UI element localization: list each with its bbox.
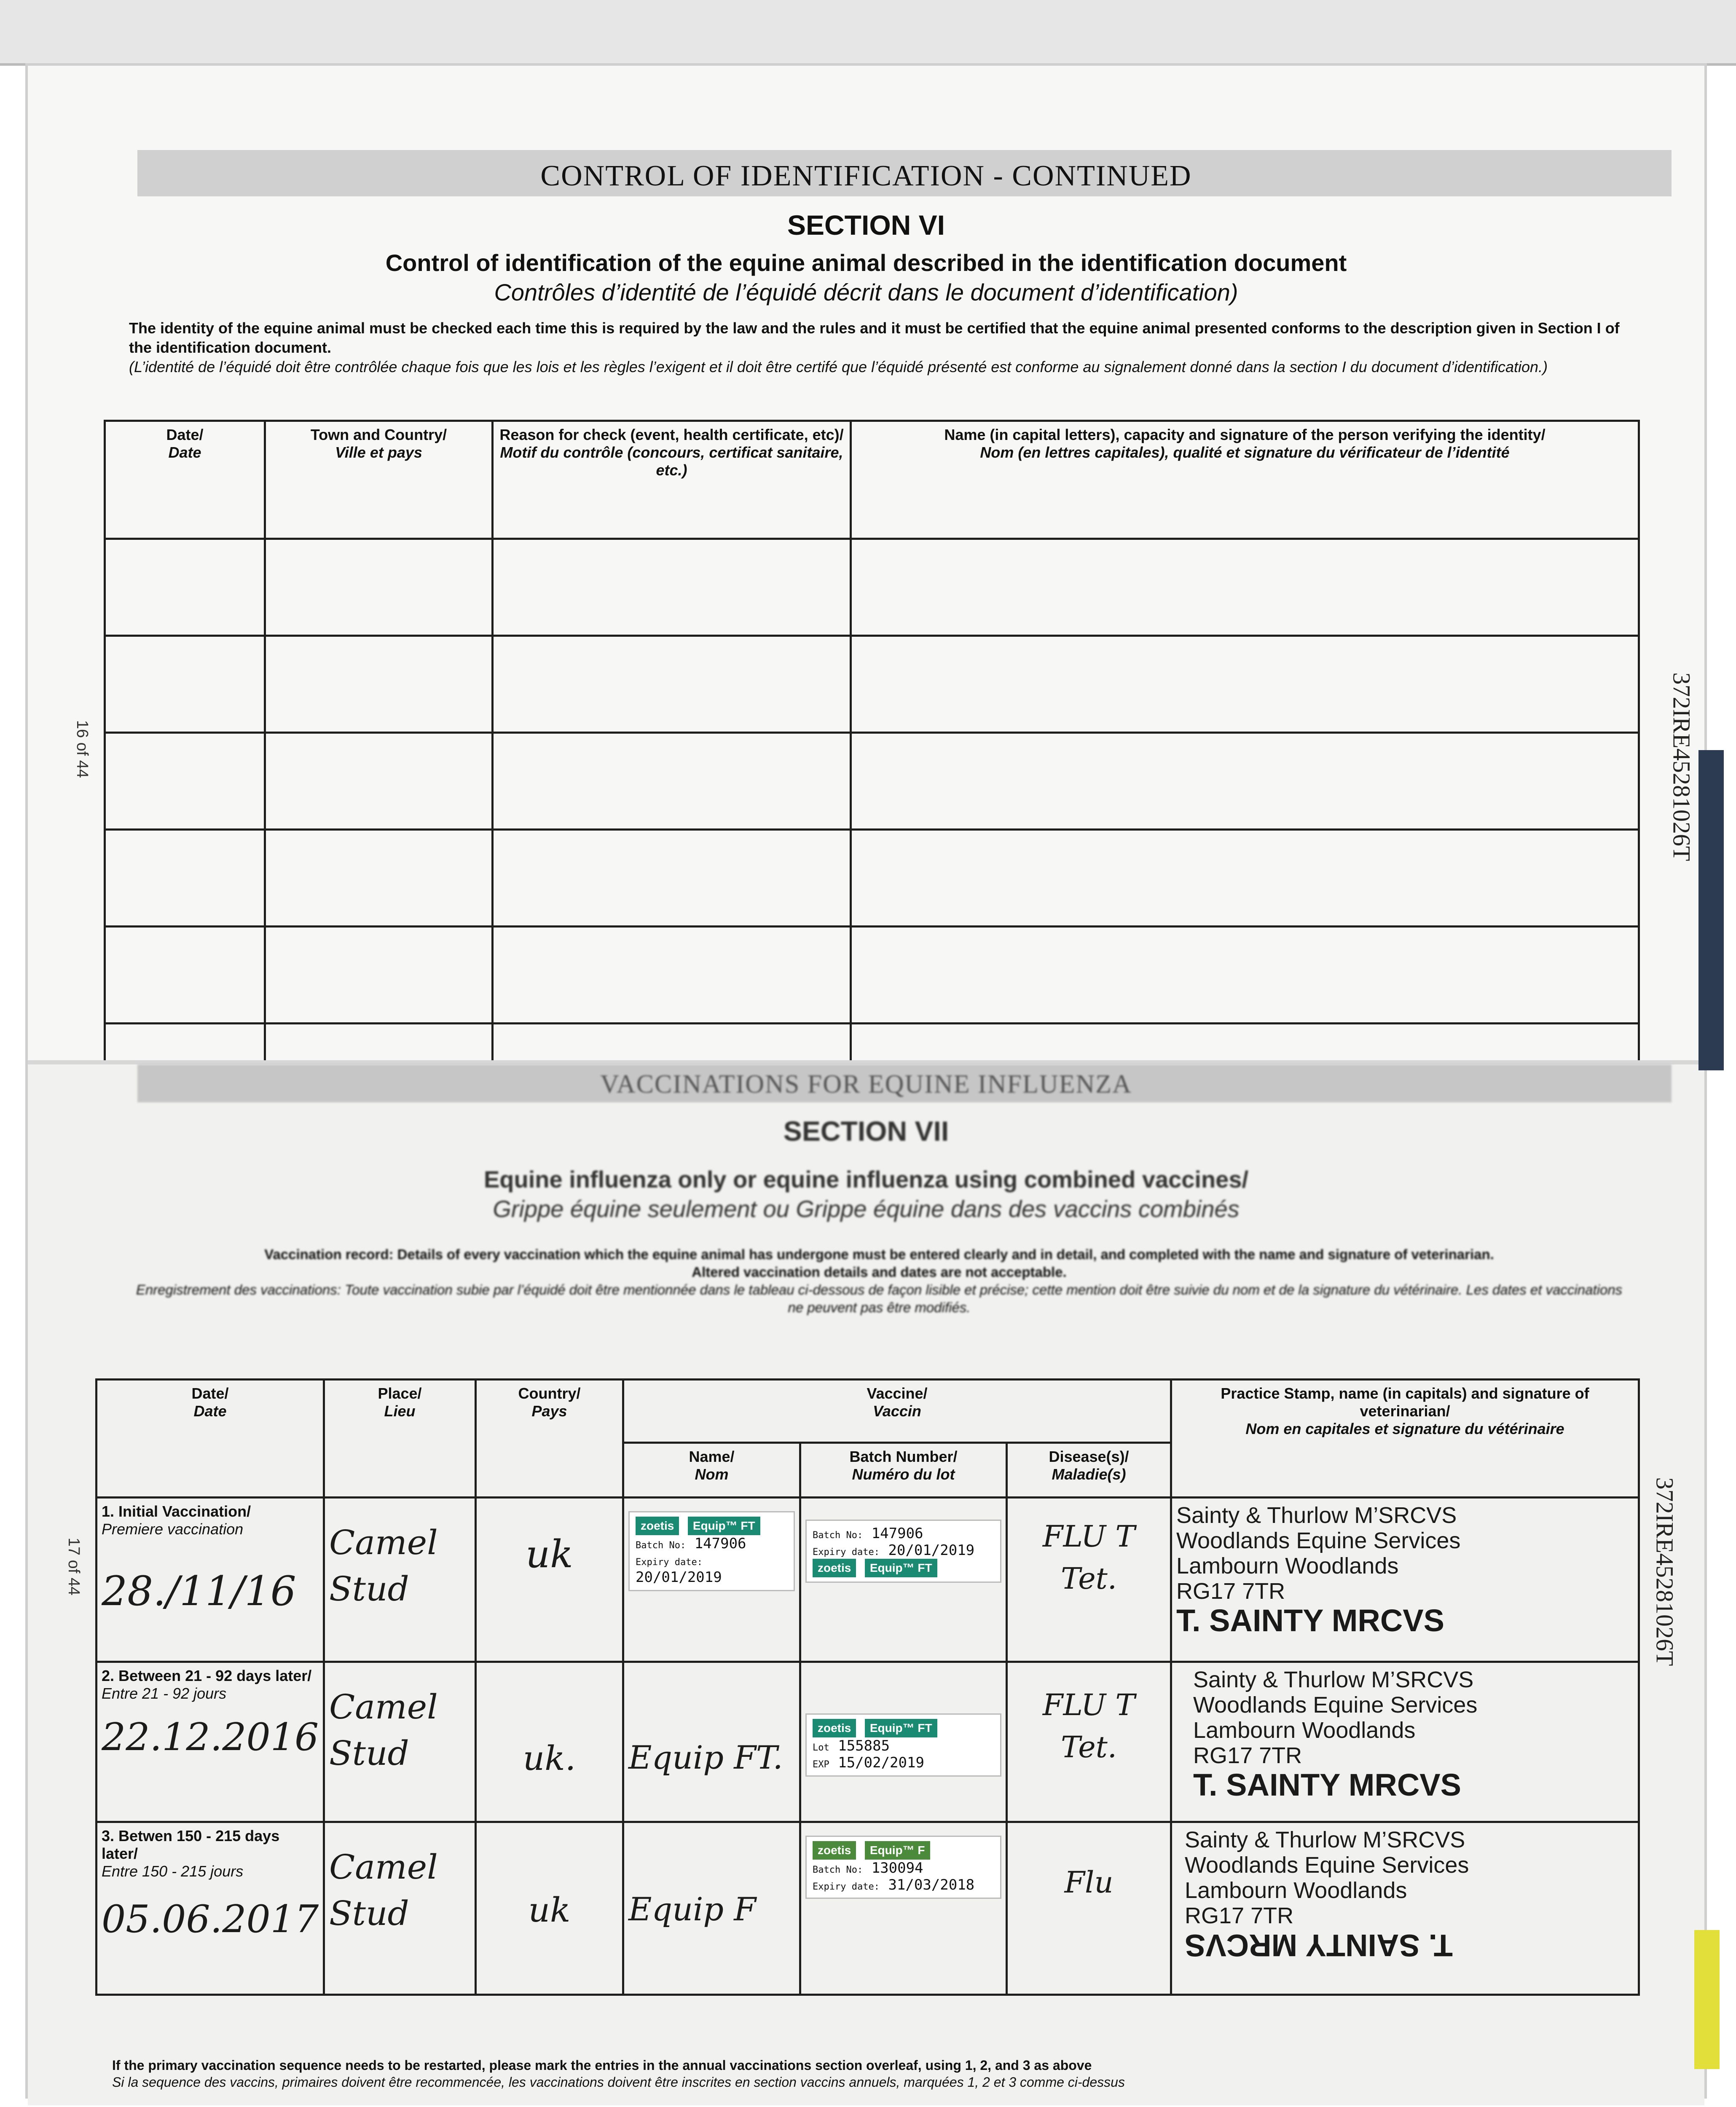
lower-page-number: 17 of 44 [65, 1537, 83, 1596]
vacc-stamp-cell [1171, 1662, 1639, 1822]
vacc-country-cell [476, 1822, 623, 1995]
vaccination-table [95, 1378, 1640, 1996]
identity-header-date: Date/ Date [105, 421, 265, 539]
identity-header-row [105, 421, 1639, 539]
vacc-header-stamp: Practice Stamp, name (in capitals) and signature of veterinarian/ Nom en capitales et signature du vétérinaire [1171, 1380, 1639, 1498]
vacc-disease: FLU T Tet. [1042, 1519, 1135, 1596]
lower-passport-id: 372IRE45281026T [1651, 1477, 1679, 1666]
vacc-place-cell [324, 1662, 476, 1822]
vacc-date-cell: 1. Initial Vaccination/ Premiere vaccination 28./11/16 [97, 1498, 324, 1662]
vaccination-record-note: Vaccination record: Details of every vaccination which the equine animal has undergone must be entered clearly and in detail, and completed with the name and signature of veterinarian. Altered vaccination details and dates are not acceptable. Enregistrement des vaccinations: Toute vaccination subie par l’équidé doit être mentionnée dans le tableau ci-dessous de façon lisible et précise; cette mention doit être suivie du nom et de la signature du vétérinaire. Les dates et vaccinations ne peuvent pas être modifiés. [136, 1247, 1623, 1315]
vacc-date-cell: 2. Between 21 - 92 days later/ Entre 21 - 92 jours 22.12.2016 [97, 1662, 324, 1822]
section-vi-subtitle-en: Control of identification of the equine animal described in the identification document [385, 249, 1347, 276]
batch-sticker: zoetis Equip™ FT Lot 155885 EXP 15/02/2019 [805, 1713, 1001, 1777]
cover-edge [1698, 750, 1724, 1070]
page-tab [1694, 1930, 1720, 2069]
vacc-disease: Flu [1064, 1865, 1114, 1900]
vacc-place: Camel Stud [329, 1847, 438, 1933]
vacc-name-cell [623, 1498, 800, 1662]
vaccination-header-row [97, 1380, 1639, 1443]
vacc-header-date: Date/ Date [97, 1380, 324, 1498]
vacc-country: uk [528, 1890, 571, 1930]
lower-band-title: VACCINATIONS FOR EQUINE INFLUENZA [600, 1070, 1132, 1099]
upper-page [28, 66, 1704, 1060]
vacc-disease-cell [1007, 1498, 1171, 1662]
practice-stamp: Sainty & Thurlow M’SRCVS Woodlands Equine Services Lambourn Woodlands RG17 7TR T. SAINTY MRCVS [1176, 1503, 1634, 1633]
plastic-sleeve [0, 0, 1736, 66]
identity-header-reason: Reason for check (event, health certificate, etc)/ Motif du contrôle (concours, certificat sanitaire, etc.) [493, 421, 851, 539]
vaccination-row [97, 1662, 1639, 1822]
vacc-header-place: Place/ Lieu [324, 1380, 476, 1498]
vacc-date: 28./11/16 [102, 1568, 296, 1615]
batch-sticker: zoetis Equip™ F Batch No: 130094 Expiry date: 31/03/2018 [805, 1836, 1001, 1899]
passport-spread [25, 63, 1707, 2099]
vacc-disease: FLU T Tet. [1042, 1688, 1135, 1764]
vacc-date: 05.06.2017 [102, 1897, 319, 1941]
vacc-batch-cell [800, 1662, 1007, 1822]
vacc-date-cell: 3. Betwen 150 - 215 days later/ Entre 150 - 215 jours 05.06.2017 [97, 1822, 324, 1995]
vacc-stamp-cell [1171, 1822, 1639, 1995]
vacc-header-country: Country/ Pays [476, 1380, 623, 1498]
section-vi-title: SECTION VI [787, 209, 945, 241]
vacc-name: Equip FT. [628, 1739, 783, 1776]
vacc-place: Camel Stud [329, 1523, 438, 1608]
restart-footnote: If the primary vaccination sequence needs to be restarted, please mark the entries in the annual vaccinations section overleaf, using 1, 2, and 3 as above Si la sequence des vaccins, primaires doivent être recommencée, les vaccinations doivent être inscrites en section vaccins annuels, marquées 1, 2 et 3 comme ci-dessus [112, 2058, 1125, 2090]
vacc-header-disease: Disease(s)/ Maladie(s) [1007, 1443, 1171, 1498]
vet-name: T. SAINTY MRCVS [1176, 1603, 1444, 1638]
identity-row [105, 636, 1639, 733]
section-vii-subtitle-fr: Grippe équine seulement ou Grippe équine dans des vaccins combinés [493, 1196, 1240, 1222]
vacc-date: 22.12.2016 [102, 1715, 319, 1759]
vacc-header-name: Name/ Nom [623, 1443, 800, 1498]
identity-row [105, 927, 1639, 1024]
vacc-batch-cell [800, 1498, 1007, 1662]
practice-stamp: Sainty & Thurlow M’SRCVS Woodlands Equine Services Lambourn Woodlands RG17 7TR T. SAINTY MRCVS [1176, 1667, 1634, 1798]
lower-page [28, 1060, 1704, 2105]
section-vii-title: SECTION VII [783, 1115, 949, 1147]
vet-name: T. SAINTY MRCVS [1185, 1928, 1453, 1963]
vacc-name-cell [623, 1662, 800, 1822]
vacc-batch-cell [800, 1822, 1007, 1995]
identity-intro-fr: (L’identité de l’équidé doit être contrôlée chaque fois que les lois et les règles l’exigent et il doit être certifé que l’équidé présenté est conforme au signalement donné dans la section I du document d’identification.) [129, 358, 1548, 375]
identity-header-verifier: Name (in capital letters), capacity and signature of the person verifying the identity/ Nom (en lettres capitales), qualité et signature du vérificateur de l’identité [851, 421, 1639, 539]
identity-header-town: Town and Country/ Ville et pays [265, 421, 493, 539]
section-vii-subtitle-en: Equine influenza only or equine influenza using combined vaccines/ [483, 1166, 1249, 1193]
vacc-header-vaccine: Vaccine/ Vaccin [623, 1380, 1171, 1443]
vacc-place: Camel Stud [329, 1687, 438, 1773]
vacc-country-cell [476, 1498, 623, 1662]
vacc-disease-cell [1007, 1822, 1171, 1995]
vacc-header-batch: Batch Number/ Numéro du lot [800, 1443, 1007, 1498]
vaccination-row [97, 1822, 1639, 1995]
identity-row [105, 539, 1639, 636]
vacc-country: uk. [523, 1739, 576, 1778]
section-vi-subtitle-fr: Contrôles d’identité de l’équidé décrit dans le document d’identification) [494, 279, 1238, 306]
vacc-name: Equip F [628, 1890, 756, 1928]
vacc-name-cell [623, 1822, 800, 1995]
vacc-country: uk [526, 1532, 573, 1576]
vaccination-row [97, 1498, 1639, 1662]
vacc-place-cell [324, 1498, 476, 1662]
batch-sticker: Batch No: 147906 Expiry date: 20/01/2019 zoetis Equip™ FT [805, 1520, 1001, 1583]
vaccine-sticker: zoetis Equip™ FT Batch No: 147906 Expiry date: 20/01/2019 [628, 1511, 795, 1591]
vacc-place-cell [324, 1822, 476, 1995]
vacc-stamp-cell [1171, 1498, 1639, 1662]
identity-row [105, 830, 1639, 927]
upper-band-title: CONTROL OF IDENTIFICATION - CONTINUED [540, 160, 1192, 192]
vacc-country-cell [476, 1662, 623, 1822]
identity-row [105, 733, 1639, 830]
identity-check-table [104, 420, 1640, 1079]
identity-intro-en: The identity of the equine animal must be checked each time this is required by the law and the rules and it must be certified that the equine animal presented conforms to the description given in Section I of the identification document. [129, 319, 1620, 356]
practice-stamp: Sainty & Thurlow M’SRCVS Woodlands Equine Services Lambourn Woodlands RG17 7TR T. SAINTY MRCVS [1185, 1827, 1469, 1963]
identity-intro [129, 319, 1629, 377]
upper-page-number: 16 of 44 [73, 720, 91, 778]
upper-passport-id: 372IRE45281026T [1668, 672, 1696, 861]
vacc-disease-cell [1007, 1662, 1171, 1822]
vet-name: T. SAINTY MRCVS [1193, 1767, 1461, 1802]
